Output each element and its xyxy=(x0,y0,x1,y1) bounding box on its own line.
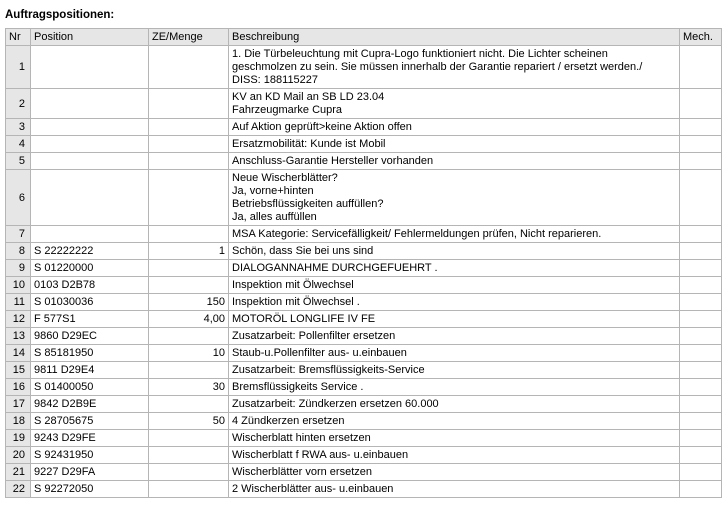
description-cell xyxy=(229,243,680,260)
mechanic-cell xyxy=(680,294,722,311)
quantity-value xyxy=(149,226,229,243)
description-cell xyxy=(229,226,680,243)
column-header-position: Position xyxy=(31,29,149,46)
row-number: 8 xyxy=(6,243,31,260)
description-cell xyxy=(229,362,680,379)
row-number: 11 xyxy=(6,294,31,311)
quantity-value xyxy=(149,260,229,277)
description-cell xyxy=(229,413,680,430)
row-number: 21 xyxy=(6,464,31,481)
description-cell xyxy=(229,260,680,277)
row-number: 3 xyxy=(6,119,31,136)
table-row xyxy=(6,430,722,447)
position-code: S 01030036 xyxy=(31,294,149,311)
mechanic-cell xyxy=(680,447,722,464)
row-number: 22 xyxy=(6,481,31,498)
table-row xyxy=(6,243,722,260)
quantity-value xyxy=(149,136,229,153)
quantity-value xyxy=(149,447,229,464)
description-line: Schön, dass Sie bei uns sind xyxy=(232,245,374,257)
row-number: 18 xyxy=(6,413,31,430)
mechanic-cell xyxy=(680,136,722,153)
mechanic-cell xyxy=(680,328,722,345)
table-row xyxy=(6,260,722,277)
row-number: 1 xyxy=(6,46,31,89)
position-code: 9811 D29E4 xyxy=(31,362,149,379)
column-header-description: Beschreibung xyxy=(229,29,680,46)
row-number: 17 xyxy=(6,396,31,413)
description-line: Fahrzeugmarke Cupra xyxy=(232,104,343,116)
position-code xyxy=(31,119,149,136)
mechanic-cell xyxy=(680,464,722,481)
mechanic-cell xyxy=(680,277,722,294)
mechanic-cell xyxy=(680,243,722,260)
quantity-value xyxy=(149,464,229,481)
row-number: 19 xyxy=(6,430,31,447)
row-number: 4 xyxy=(6,136,31,153)
row-number: 13 xyxy=(6,328,31,345)
description-cell xyxy=(229,46,680,89)
position-code: 9243 D29FE xyxy=(31,430,149,447)
table-row xyxy=(6,362,722,379)
mechanic-cell xyxy=(680,119,722,136)
position-code xyxy=(31,226,149,243)
description-line: DIALOGANNAHME DURCHGEFUEHRT . xyxy=(232,262,438,274)
mechanic-cell xyxy=(680,430,722,447)
position-code: S 92272050 xyxy=(31,481,149,498)
quantity-value: 30 xyxy=(149,379,229,396)
quantity-value xyxy=(149,481,229,498)
position-code: S 01400050 xyxy=(31,379,149,396)
table-row xyxy=(6,294,722,311)
row-number: 9 xyxy=(6,260,31,277)
mechanic-cell xyxy=(680,311,722,328)
table-row xyxy=(6,396,722,413)
quantity-value: 50 xyxy=(149,413,229,430)
description-line: Wischerblatt hinten ersetzen xyxy=(232,432,371,444)
description-line: Anschluss-Garantie Hersteller vorhanden xyxy=(232,155,434,167)
description-line: Zusatzarbeit: Zündkerzen ersetzen 60.000 xyxy=(232,398,439,410)
row-number: 15 xyxy=(6,362,31,379)
description-line: Auf Aktion geprüft>keine Aktion offen xyxy=(232,121,412,133)
table-row xyxy=(6,413,722,430)
table-row xyxy=(6,481,722,498)
description-line: Ja, vorne+hinten xyxy=(232,185,314,197)
description-line: Wischerblätter vorn ersetzen xyxy=(232,466,372,478)
description-cell xyxy=(229,311,680,328)
order-positions-table xyxy=(5,28,722,498)
description-cell xyxy=(229,119,680,136)
description-cell xyxy=(229,396,680,413)
row-number: 6 xyxy=(6,170,31,226)
quantity-value xyxy=(149,430,229,447)
description-line: Zusatzarbeit: Bremsflüssigkeits-Service xyxy=(232,364,425,376)
position-code: 9842 D2B9E xyxy=(31,396,149,413)
row-number: 12 xyxy=(6,311,31,328)
table-header-row xyxy=(6,29,722,46)
mechanic-cell xyxy=(680,362,722,379)
table-row xyxy=(6,226,722,243)
section-title: Auftragspositionen: xyxy=(5,9,115,21)
row-number: 16 xyxy=(6,379,31,396)
row-number: 5 xyxy=(6,153,31,170)
position-code: S 22222222 xyxy=(31,243,149,260)
column-header-quantity: ZE/Menge xyxy=(149,29,229,46)
description-line: 2 Wischerblätter aus- u.einbauen xyxy=(232,483,394,495)
row-number: 20 xyxy=(6,447,31,464)
position-code: S 28705675 xyxy=(31,413,149,430)
table-row xyxy=(6,153,722,170)
quantity-value xyxy=(149,277,229,294)
description-line: 1. Die Türbeleuchtung mit Cupra-Logo funktioniert nicht. Die Lichter scheinen xyxy=(232,48,608,60)
position-code: S 85181950 xyxy=(31,345,149,362)
mechanic-cell xyxy=(680,153,722,170)
position-code: 9227 D29FA xyxy=(31,464,149,481)
mechanic-cell xyxy=(680,481,722,498)
table-row xyxy=(6,119,722,136)
mechanic-cell xyxy=(680,46,722,89)
position-code: 0103 D2B78 xyxy=(31,277,149,294)
description-cell xyxy=(229,153,680,170)
row-number: 7 xyxy=(6,226,31,243)
description-line: Inspektion mit Ölwechsel xyxy=(232,279,354,291)
description-cell xyxy=(229,277,680,294)
quantity-value xyxy=(149,119,229,136)
row-number: 14 xyxy=(6,345,31,362)
table-row xyxy=(6,89,722,119)
description-cell xyxy=(229,481,680,498)
mechanic-cell xyxy=(680,413,722,430)
description-line: Wischerblatt f RWA aus- u.einbauen xyxy=(232,449,409,461)
description-line: Ersatzmobilität: Kunde ist Mobil xyxy=(232,138,386,150)
mechanic-cell xyxy=(680,226,722,243)
description-line: MOTORÖL LONGLIFE IV FE xyxy=(232,313,376,325)
table-row xyxy=(6,170,722,226)
description-line: DISS: 188115227 xyxy=(232,74,319,86)
table-row xyxy=(6,277,722,294)
row-number: 10 xyxy=(6,277,31,294)
position-code xyxy=(31,153,149,170)
description-line: KV an KD Mail an SB LD 23.04 xyxy=(232,91,385,103)
mechanic-cell xyxy=(680,379,722,396)
table-body xyxy=(6,46,722,498)
mechanic-cell xyxy=(680,260,722,277)
description-line: Inspektion mit Ölwechsel . xyxy=(232,296,360,308)
description-cell xyxy=(229,89,680,119)
table-row xyxy=(6,464,722,481)
quantity-value: 10 xyxy=(149,345,229,362)
description-cell xyxy=(229,136,680,153)
description-line: MSA Kategorie: Servicefälligkeit/ Fehlermeldungen prüfen, Nicht reparieren. xyxy=(232,228,602,240)
quantity-value xyxy=(149,46,229,89)
description-line: geschmolzen zu sein. Sie müssen innerhalb der Garantie repariert / ersetzt werden./ xyxy=(232,61,643,73)
position-code: S 01220000 xyxy=(31,260,149,277)
mechanic-cell xyxy=(680,396,722,413)
position-code: F 577S1 xyxy=(31,311,149,328)
description-line: Zusatzarbeit: Pollenfilter ersetzen xyxy=(232,330,396,342)
position-code xyxy=(31,46,149,89)
mechanic-cell xyxy=(680,89,722,119)
table-row xyxy=(6,345,722,362)
description-line: Staub-u.Pollenfilter aus- u.einbauen xyxy=(232,347,407,359)
column-header-nr: Nr xyxy=(6,29,31,46)
description-cell xyxy=(229,170,680,226)
quantity-value: 1 xyxy=(149,243,229,260)
description-cell xyxy=(229,379,680,396)
description-line: Ja, alles auffüllen xyxy=(232,211,317,223)
quantity-value xyxy=(149,396,229,413)
table-row xyxy=(6,46,722,89)
description-cell xyxy=(229,430,680,447)
row-number: 2 xyxy=(6,89,31,119)
description-cell xyxy=(229,447,680,464)
description-line: 4 Zündkerzen ersetzen xyxy=(232,415,345,427)
position-code xyxy=(31,170,149,226)
position-code: 9860 D29EC xyxy=(31,328,149,345)
quantity-value xyxy=(149,328,229,345)
quantity-value xyxy=(149,362,229,379)
table-row xyxy=(6,447,722,464)
mechanic-cell xyxy=(680,170,722,226)
mechanic-cell xyxy=(680,345,722,362)
quantity-value: 150 xyxy=(149,294,229,311)
quantity-value xyxy=(149,89,229,119)
quantity-value xyxy=(149,153,229,170)
quantity-value: 4,00 xyxy=(149,311,229,328)
description-line: Bremsflüssigkeits Service . xyxy=(232,381,364,393)
column-header-mechanic: Mech. xyxy=(680,29,722,46)
description-cell xyxy=(229,464,680,481)
description-line: Neue Wischerblätter? xyxy=(232,172,338,184)
description-cell xyxy=(229,345,680,362)
position-code xyxy=(31,136,149,153)
position-code: S 92431950 xyxy=(31,447,149,464)
table-row xyxy=(6,328,722,345)
table-row xyxy=(6,311,722,328)
description-cell xyxy=(229,294,680,311)
quantity-value xyxy=(149,170,229,226)
table-row xyxy=(6,379,722,396)
description-line: Betriebsflüssigkeiten auffüllen? xyxy=(232,198,384,210)
table-row xyxy=(6,136,722,153)
description-cell xyxy=(229,328,680,345)
position-code xyxy=(31,89,149,119)
